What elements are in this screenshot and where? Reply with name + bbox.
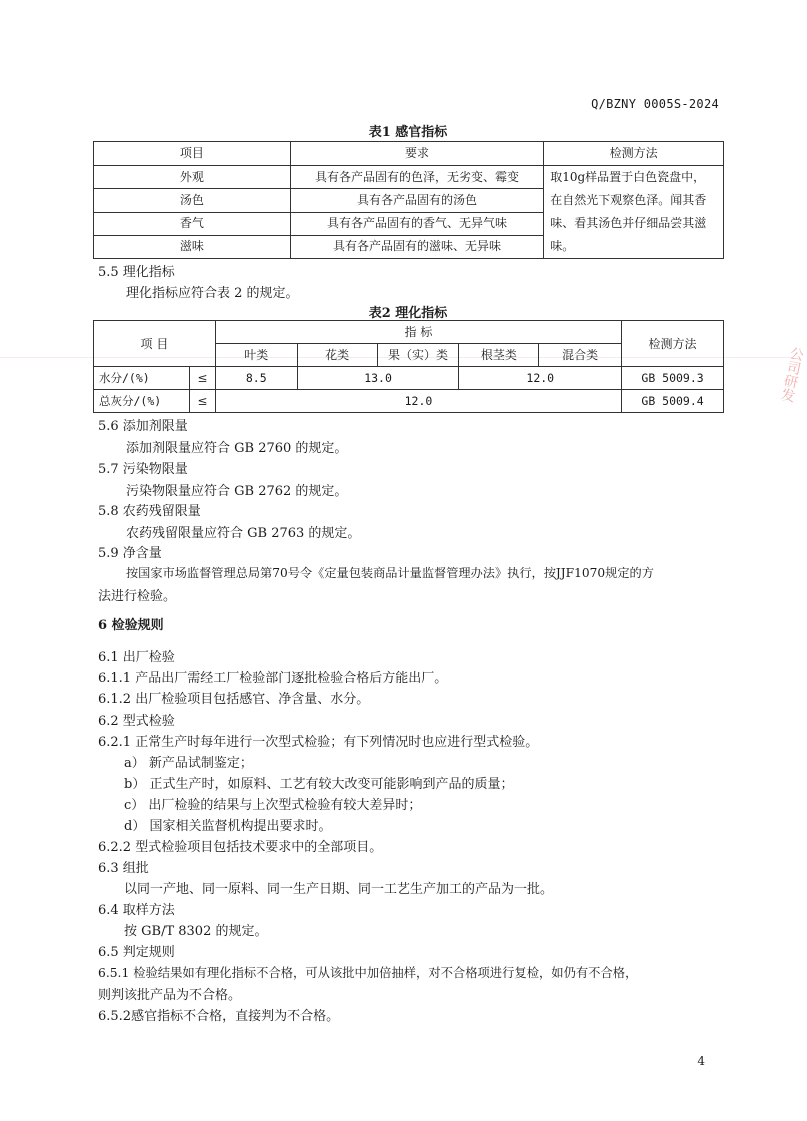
table1-header-item: 项目 <box>94 142 291 166</box>
table-cell: 13.0 <box>297 367 459 390</box>
table1-caption: 表1 感官指标 <box>368 125 448 140</box>
section-5-9-line2: 法进行检验。 <box>98 589 177 604</box>
clause-6-1-2: 6.1.2 出厂检验项目包括感官、净含量、水分。 <box>98 692 370 707</box>
table-cell: 12.0 <box>459 367 622 390</box>
section-5-5-heading: 5.5 理化指标 <box>98 265 175 280</box>
clause-6-5-2: 6.5.2感官指标不合格，直接判为不合格。 <box>98 1009 340 1024</box>
table-cell: 滋味 <box>94 235 291 258</box>
section-5-6-text: 添加剂限量应符合 GB 2760 的规定。 <box>126 441 348 456</box>
table2-header-method: 检测方法 <box>622 321 724 367</box>
table1-header-method: 检测方法 <box>544 142 724 166</box>
section-6-5-heading: 6.5 判定规则 <box>98 945 175 960</box>
table-cell: 香气 <box>94 212 291 235</box>
table2-row1-op: ≤ <box>189 367 215 390</box>
clause-6-5-1-line2: 则判该批产品为不合格。 <box>98 988 242 1003</box>
section-5-8-text: 农药残留限量应符合 GB 2763 的规定。 <box>126 526 361 541</box>
table-cell: 具有各产品固有的香气、无异气味 <box>290 212 544 235</box>
table-row <box>94 166 724 189</box>
section-6-3-heading: 6.3 组批 <box>98 861 149 876</box>
section-5-7-heading: 5.7 污染物限量 <box>98 462 188 477</box>
page-number: 4 <box>697 1054 705 1068</box>
table1-sensory <box>93 141 724 259</box>
table2-subheader: 果（实）类 <box>377 344 459 367</box>
section-6-4-text: 按 GB/T 8302 的规定。 <box>124 924 268 939</box>
section-5-9-line1: 按国家市场监督管理总局第70号令《定量包装商品计量监督管理办法》执行，按JJF1070规定的方 <box>126 566 654 580</box>
clause-6-1-1: 6.1.1 产品出厂需经工厂检验部门逐批检验合格后方能出厂。 <box>98 671 448 686</box>
list-item: d） 国家相关监督机构提出要求时。 <box>124 819 332 834</box>
list-item: b） 正式生产时，如原料、工艺有较大改变可能影响到产品的质量； <box>124 777 514 792</box>
section-5-7-text: 污染物限量应符合 GB 2762 的规定。 <box>126 484 348 499</box>
table2-row2-method: GB 5009.4 <box>622 390 724 413</box>
list-item: c） 出厂检验的结果与上次型式检验有较大差异时； <box>124 798 422 813</box>
table-cell: 具有各产品固有的色泽，无劣变、霉变 <box>290 166 544 189</box>
table-cell: 外观 <box>94 166 291 189</box>
table2-subheader: 根茎类 <box>459 344 539 367</box>
table1-header-requirement: 要求 <box>290 142 544 166</box>
table2-header-index: 指 标 <box>215 321 621 344</box>
table2-subheader: 叶类 <box>215 344 297 367</box>
section-5-9-heading: 5.9 净含量 <box>98 546 162 561</box>
section-5-5-text: 理化指标应符合表 2 的规定。 <box>126 286 299 301</box>
table-cell: 汤色 <box>94 189 291 212</box>
section-6-1-heading: 6.1 出厂检验 <box>98 650 175 665</box>
table-cell: 具有各产品固有的滋味、无异味 <box>290 235 544 258</box>
table-row <box>94 390 724 413</box>
clause-6-2-2: 6.2.2 型式检验项目包括技术要求中的全部项目。 <box>98 840 383 855</box>
table-cell: 8.5 <box>215 367 297 390</box>
table2-row2-label: 总灰分/(%) <box>94 390 190 413</box>
table2-row2-op: ≤ <box>189 390 215 413</box>
table1-header-row <box>94 142 724 166</box>
table2-caption: 表2 理化指标 <box>368 306 448 321</box>
company-stamp: 公司研发 <box>778 345 806 404</box>
clause-6-5-1-line1: 6.5.1 检验结果如有理化指标不合格，可从该批中加倍抽样，对不合格项进行复检，如仍有不合格， <box>98 966 638 980</box>
table2-subheader: 花类 <box>297 344 377 367</box>
table1-method-cell: 取10g样品置于白色瓷盘中，在自然光下观察色泽。闻其香味、看其汤色并仔细品尝其滋味。 <box>544 166 724 259</box>
section-5-6-heading: 5.6 添加剂限量 <box>98 419 188 434</box>
table2-row1-method: GB 5009.3 <box>622 367 724 390</box>
list-item: a） 新产品试制鉴定； <box>124 756 253 771</box>
table-cell: 具有各产品固有的汤色 <box>290 189 544 212</box>
section-5-8-heading: 5.8 农药残留限量 <box>98 504 201 519</box>
section-6-2-heading: 6.2 型式检验 <box>98 714 175 729</box>
section-6-3-text: 以同一产地、同一原料、同一生产日期、同一工艺生产加工的产品为一批。 <box>124 882 554 897</box>
section-6-4-heading: 6.4 取样方法 <box>98 903 175 918</box>
standard-number: Q/BZNY 0005S-2024 <box>591 97 719 111</box>
table2-subheader: 混合类 <box>539 344 622 367</box>
chapter-6-heading: 6 检验规则 <box>98 618 164 633</box>
table2-row1-label: 水分/(%) <box>94 367 190 390</box>
table-row <box>94 367 724 390</box>
table2-header-row <box>94 321 724 344</box>
table-cell: 12.0 <box>215 390 621 413</box>
table2-header-item: 项 目 <box>94 321 216 367</box>
clause-6-2-1: 6.2.1 正常生产时每年进行一次型式检验；有下列情况时也应进行型式检验。 <box>98 735 539 750</box>
table2-physicochemical <box>93 320 724 413</box>
